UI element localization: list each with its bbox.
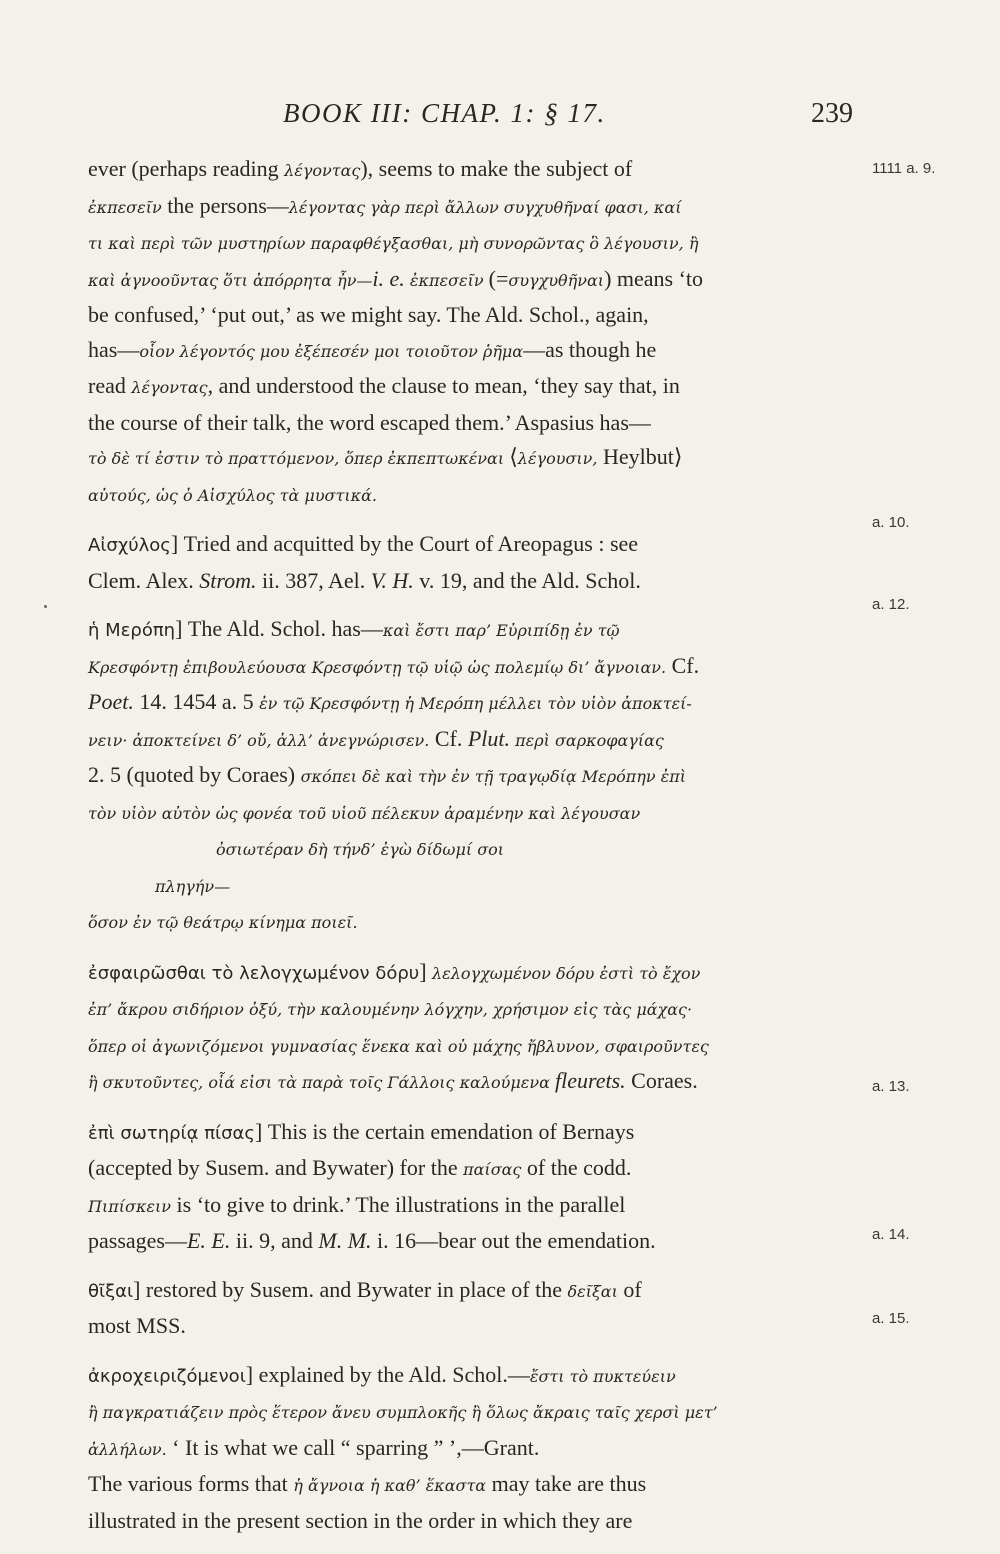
text-line: ἢ παγκρατιάζειν πρὸς ἕτερον ἄνευ συμπλοκῆς ἢ ὅλως ἄκραις ταῖς χερσὶ μετ’ (88, 1403, 718, 1422)
ink-speck (44, 605, 47, 608)
margin-reference: a. 15. (872, 1310, 910, 1327)
text-line: the course of their talk, the word escaped them.’ Aspasius has— (88, 409, 651, 435)
running-title: BOOK III: CHAP. 1: § 17. (283, 98, 606, 128)
text-line: νειν· ἀποκτείνει δ’ οὔ, ἀλλ’ ἀνεγνώρισεν. Cf. Plut. περὶ σαρκοφαγίας (88, 725, 664, 751)
text-line: (accepted by Susem. and Bywater) for the παίσας of the codd. (88, 1155, 632, 1180)
text-line: ἐπὶ σωτηρίᾳ πίσας] This is the certain emendation of Bernays (88, 1118, 635, 1144)
text-line: τὸ δὲ τί ἐστιν τὸ πραττόμενον, ὅπερ ἐκπεπτωκέναι ⟨λέγουσιν, Heylbut⟩ (88, 444, 683, 469)
text-line: τὸν υἱὸν αὐτὸν ὡς φονέα τοῦ υἱοῦ πέλεκυν ἀραμένην καὶ λέγουσαν (88, 803, 641, 823)
text-line: ὅσον ἐν τῷ θεάτρῳ κίνημα ποιεῖ. (88, 913, 358, 932)
commentary-text (88, 152, 863, 1538)
text-line: 2. 5 (quoted by Coraes) σκόπει δὲ καὶ τὴν ἐν τῇ τραγῳδίᾳ Μερόπην ἐπὶ (88, 762, 687, 787)
verse-line: ὀσιωτέραν δὴ τήνδ’ ἐγὼ δίδωμί σοι (216, 840, 505, 859)
text-line: ever (perhaps reading λέγοντας), seems to make the subject of (88, 156, 633, 181)
margin-reference: a. 12. (872, 596, 910, 613)
text-line: ὅπερ οἱ ἀγωνιζόμενοι γυμνασίας ἕνεκα καὶ οὐ μάχης ἤβλυνον, σφαιροῦντες (88, 1036, 709, 1056)
margin-reference: a. 10. (872, 514, 910, 531)
text-line: ἐπ’ ἄκρου σιδήριον ὀξύ, τὴν καλουμένην λόγχην, χρήσιμον εἰς τὰς μάχας· (88, 1000, 693, 1019)
text-line: ἢ σκυτοῦντες, οἷά εἰσι τὰ παρὰ τοῖς Γάλλοις καλούμενα fleurets. Coraes. (88, 1068, 698, 1093)
margin-reference: a. 14. (872, 1226, 910, 1243)
text-line: Poet. 14. 1454 a. 5 ἐν τῷ Κρεσφόντῃ ἡ Μερόπη μέλλει τὸν υἱὸν ἀποκτεί- (88, 689, 692, 714)
text-line: αὐτούς, ὡς ὁ Αἰσχύλος τὰ μυστικά. (88, 485, 377, 505)
text-line: Πιπίσκειν is ‘to give to drink.’ The illustrations in the parallel (88, 1191, 626, 1217)
verse-line: πληγήν— (155, 876, 231, 896)
lemma: θῖξαι (88, 1280, 134, 1302)
text-line: Αἰσχύλος] Tried and acquitted by the Court of Areopagus : see (88, 531, 639, 556)
lemma: ἡ Μερόπη (88, 620, 176, 641)
text-line: θῖξαι] restored by Susem. and Bywater in place of the δεῖξαι of (88, 1276, 642, 1302)
text-line: Κρεσφόντῃ ἐπιβουλεύουσα Κρεσφόντῃ τῷ υἱῷ ὡς πολεμίῳ δι’ ἄγνοιαν. Cf. (88, 652, 700, 678)
text-line: illustrated in the present section in the order in which they are (88, 1507, 633, 1533)
text-line: καὶ ἀγνοοῦντας ὅτι ἀπόρρητα ἦν—i. e. ἐκπεσεῖν (=συγχυθῆναι) means ‘to (88, 265, 704, 291)
text-line: ἀκροχειριζόμενοι] explained by the Ald. Schol.—ἔστι τὸ πυκτεύειν (88, 1361, 676, 1387)
text-line: ἡ Μερόπη] The Ald. Schol. has—καὶ ἔστι παρ’ Εὐριπίδῃ ἐν τῷ (88, 616, 620, 641)
margin-reference: 1111 a. 9. (872, 160, 936, 177)
lemma: Αἰσχύλος (88, 535, 171, 556)
lemma: ἀκροχειριζόμενοι (88, 1365, 246, 1387)
text-line: has—οἷον λέγοντός μου ἐξέπεσέν μοι τοιοῦτον ῥῆμα—as though he (88, 336, 657, 362)
lemma: ἐσφαιρῶσθαι τὸ λελογχωμένον δόρυ (88, 962, 420, 984)
text-line: ἐσφαιρῶσθαι τὸ λελογχωμένον δόρυ] λελογχωμένον δόρυ ἐστὶ τὸ ἔχον (88, 958, 701, 984)
text-line: The various forms that ἡ ἄγνοια ἡ καθ’ ἕκαστα may take are thus (88, 1471, 647, 1496)
text-line: most MSS. (88, 1313, 186, 1338)
lemma: ἐπὶ σωτηρίᾳ πίσας (88, 1122, 255, 1144)
text-line: read λέγοντας, and understood the clause to mean, ‘they say that, in (88, 373, 680, 398)
text-line: τι καὶ περὶ τῶν μυστηρίων παραφθέγξασθαι, μὴ συνορῶντας ὃ λέγουσιν, ἢ (88, 234, 699, 253)
page-number: 239 (811, 98, 853, 129)
text-line: Clem. Alex. Strom. ii. 387, Ael. V. H. v. 19, and the Ald. Schol. (88, 567, 641, 593)
running-head (88, 98, 863, 138)
text-line: passages—E. E. ii. 9, and M. M. i. 16—bear out the emendation. (88, 1228, 656, 1253)
text-line: be confused,’ ‘put out,’ as we might say. The Ald. Schol., again, (88, 302, 649, 327)
text-line: ἐκπεσεῖν the persons—λέγοντας γὰρ περὶ ἄλλων συγχυθῆναί φασι, καί (88, 192, 682, 218)
margin-reference: a. 13. (872, 1078, 910, 1095)
text-line: ἀλλήλων. ‘ It is what we call “ sparring ” ’,—Grant. (88, 1434, 540, 1460)
